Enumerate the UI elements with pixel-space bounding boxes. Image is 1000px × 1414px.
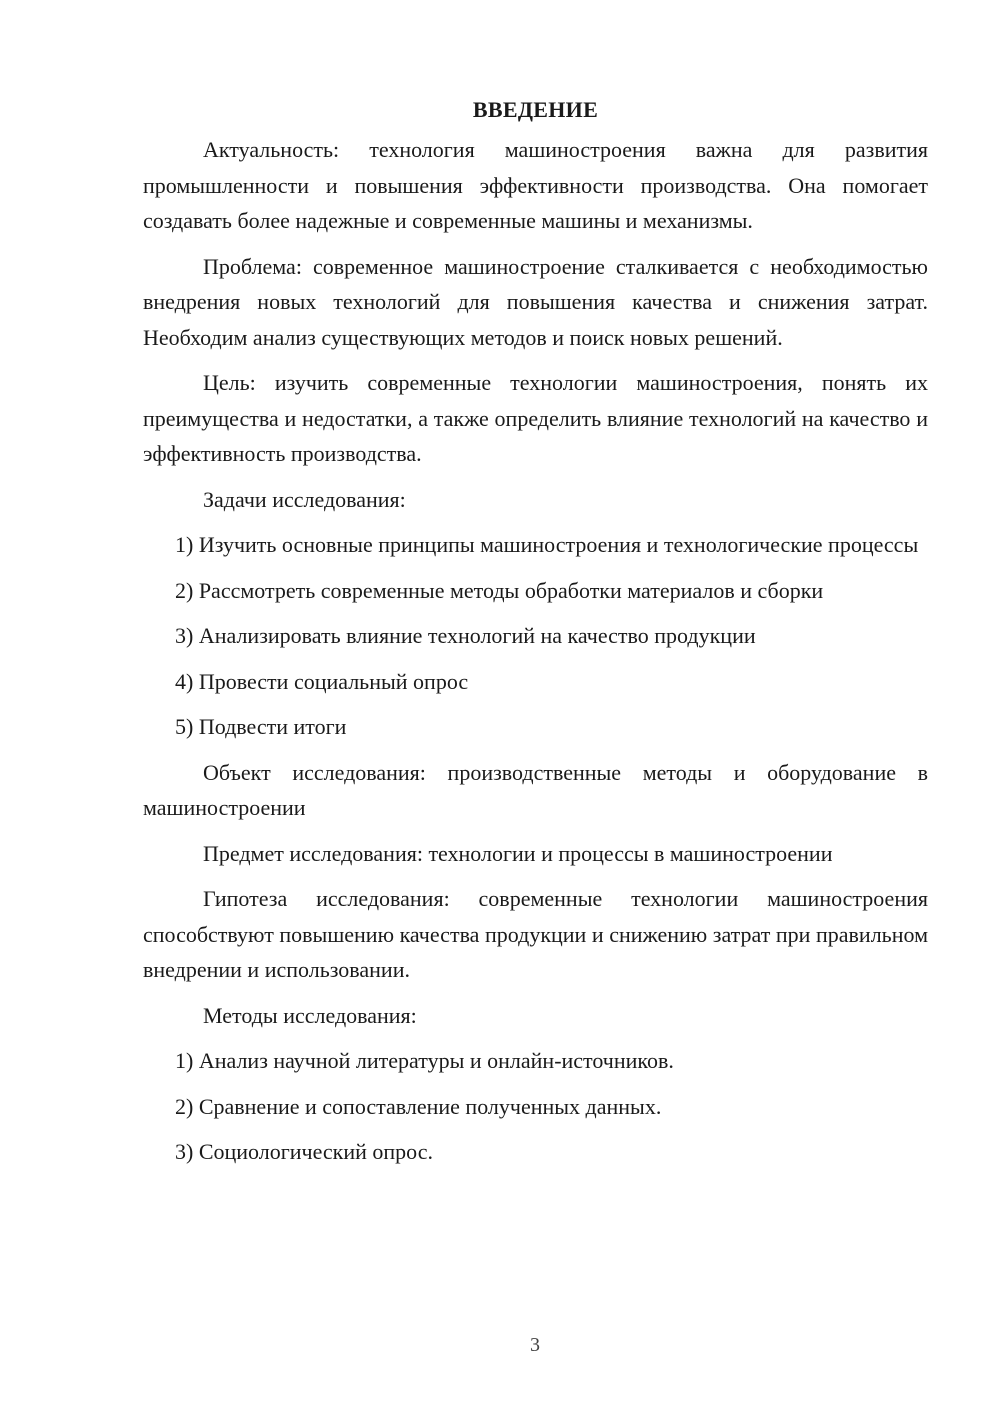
page-number: 3	[530, 1334, 540, 1356]
object-paragraph: Объект исследования: производственные методы и оборудование в машиностроении	[143, 759, 928, 820]
task-item: 4) Провести социальный опрос	[175, 668, 469, 694]
task-item: 3) Анализировать влияние технологий на качество продукции	[175, 623, 756, 648]
methods-heading: Методы исследования:	[203, 1002, 417, 1028]
task-item: 5) Подвести итоги	[175, 714, 347, 739]
subject-paragraph: Предмет исследования: технологии и процессы в машиностроении	[203, 840, 833, 866]
task-item: 2) Рассмотреть современные методы обработки материалов и сборки	[175, 577, 824, 603]
method-item: 1) Анализ научной литературы и онлайн-источников.	[175, 1048, 674, 1073]
tasks-heading: Задачи исследования:	[203, 486, 406, 512]
method-item: 2) Сравнение и сопоставление полученных данных.	[175, 1093, 662, 1119]
relevance-paragraph: Актуальность: технология машиностроения важна для развития промышленности и повышения эффективности производства. Она помогает создавать более надежные и современные машины и механизмы.	[143, 137, 928, 233]
problem-paragraph: Проблема: современное машиностроение сталкивается с необходимостью внедрения новых технологий для повышения качества и снижения затрат. Необходим анализ существующих методов и поиск новых решений.	[143, 253, 928, 350]
page-title: ВВЕДЕНИЕ	[472, 97, 599, 122]
goal-paragraph: Цель: изучить современные технологии машиностроения, понять их преимущества и недостатки, а также определить влияние технологий на качество и эффективность производства.	[143, 370, 928, 466]
method-item: 3) Социологический опрос.	[175, 1139, 433, 1164]
task-item: 1) Изучить основные принципы машиностроения и технологические процессы	[175, 532, 919, 557]
document-page	[143, 92, 928, 1170]
hypothesis-paragraph: Гипотеза исследования: современные технологии машиностроения способствуют повышению качества продукции и снижению затрат при правильном внедрении и использовании.	[143, 886, 928, 982]
